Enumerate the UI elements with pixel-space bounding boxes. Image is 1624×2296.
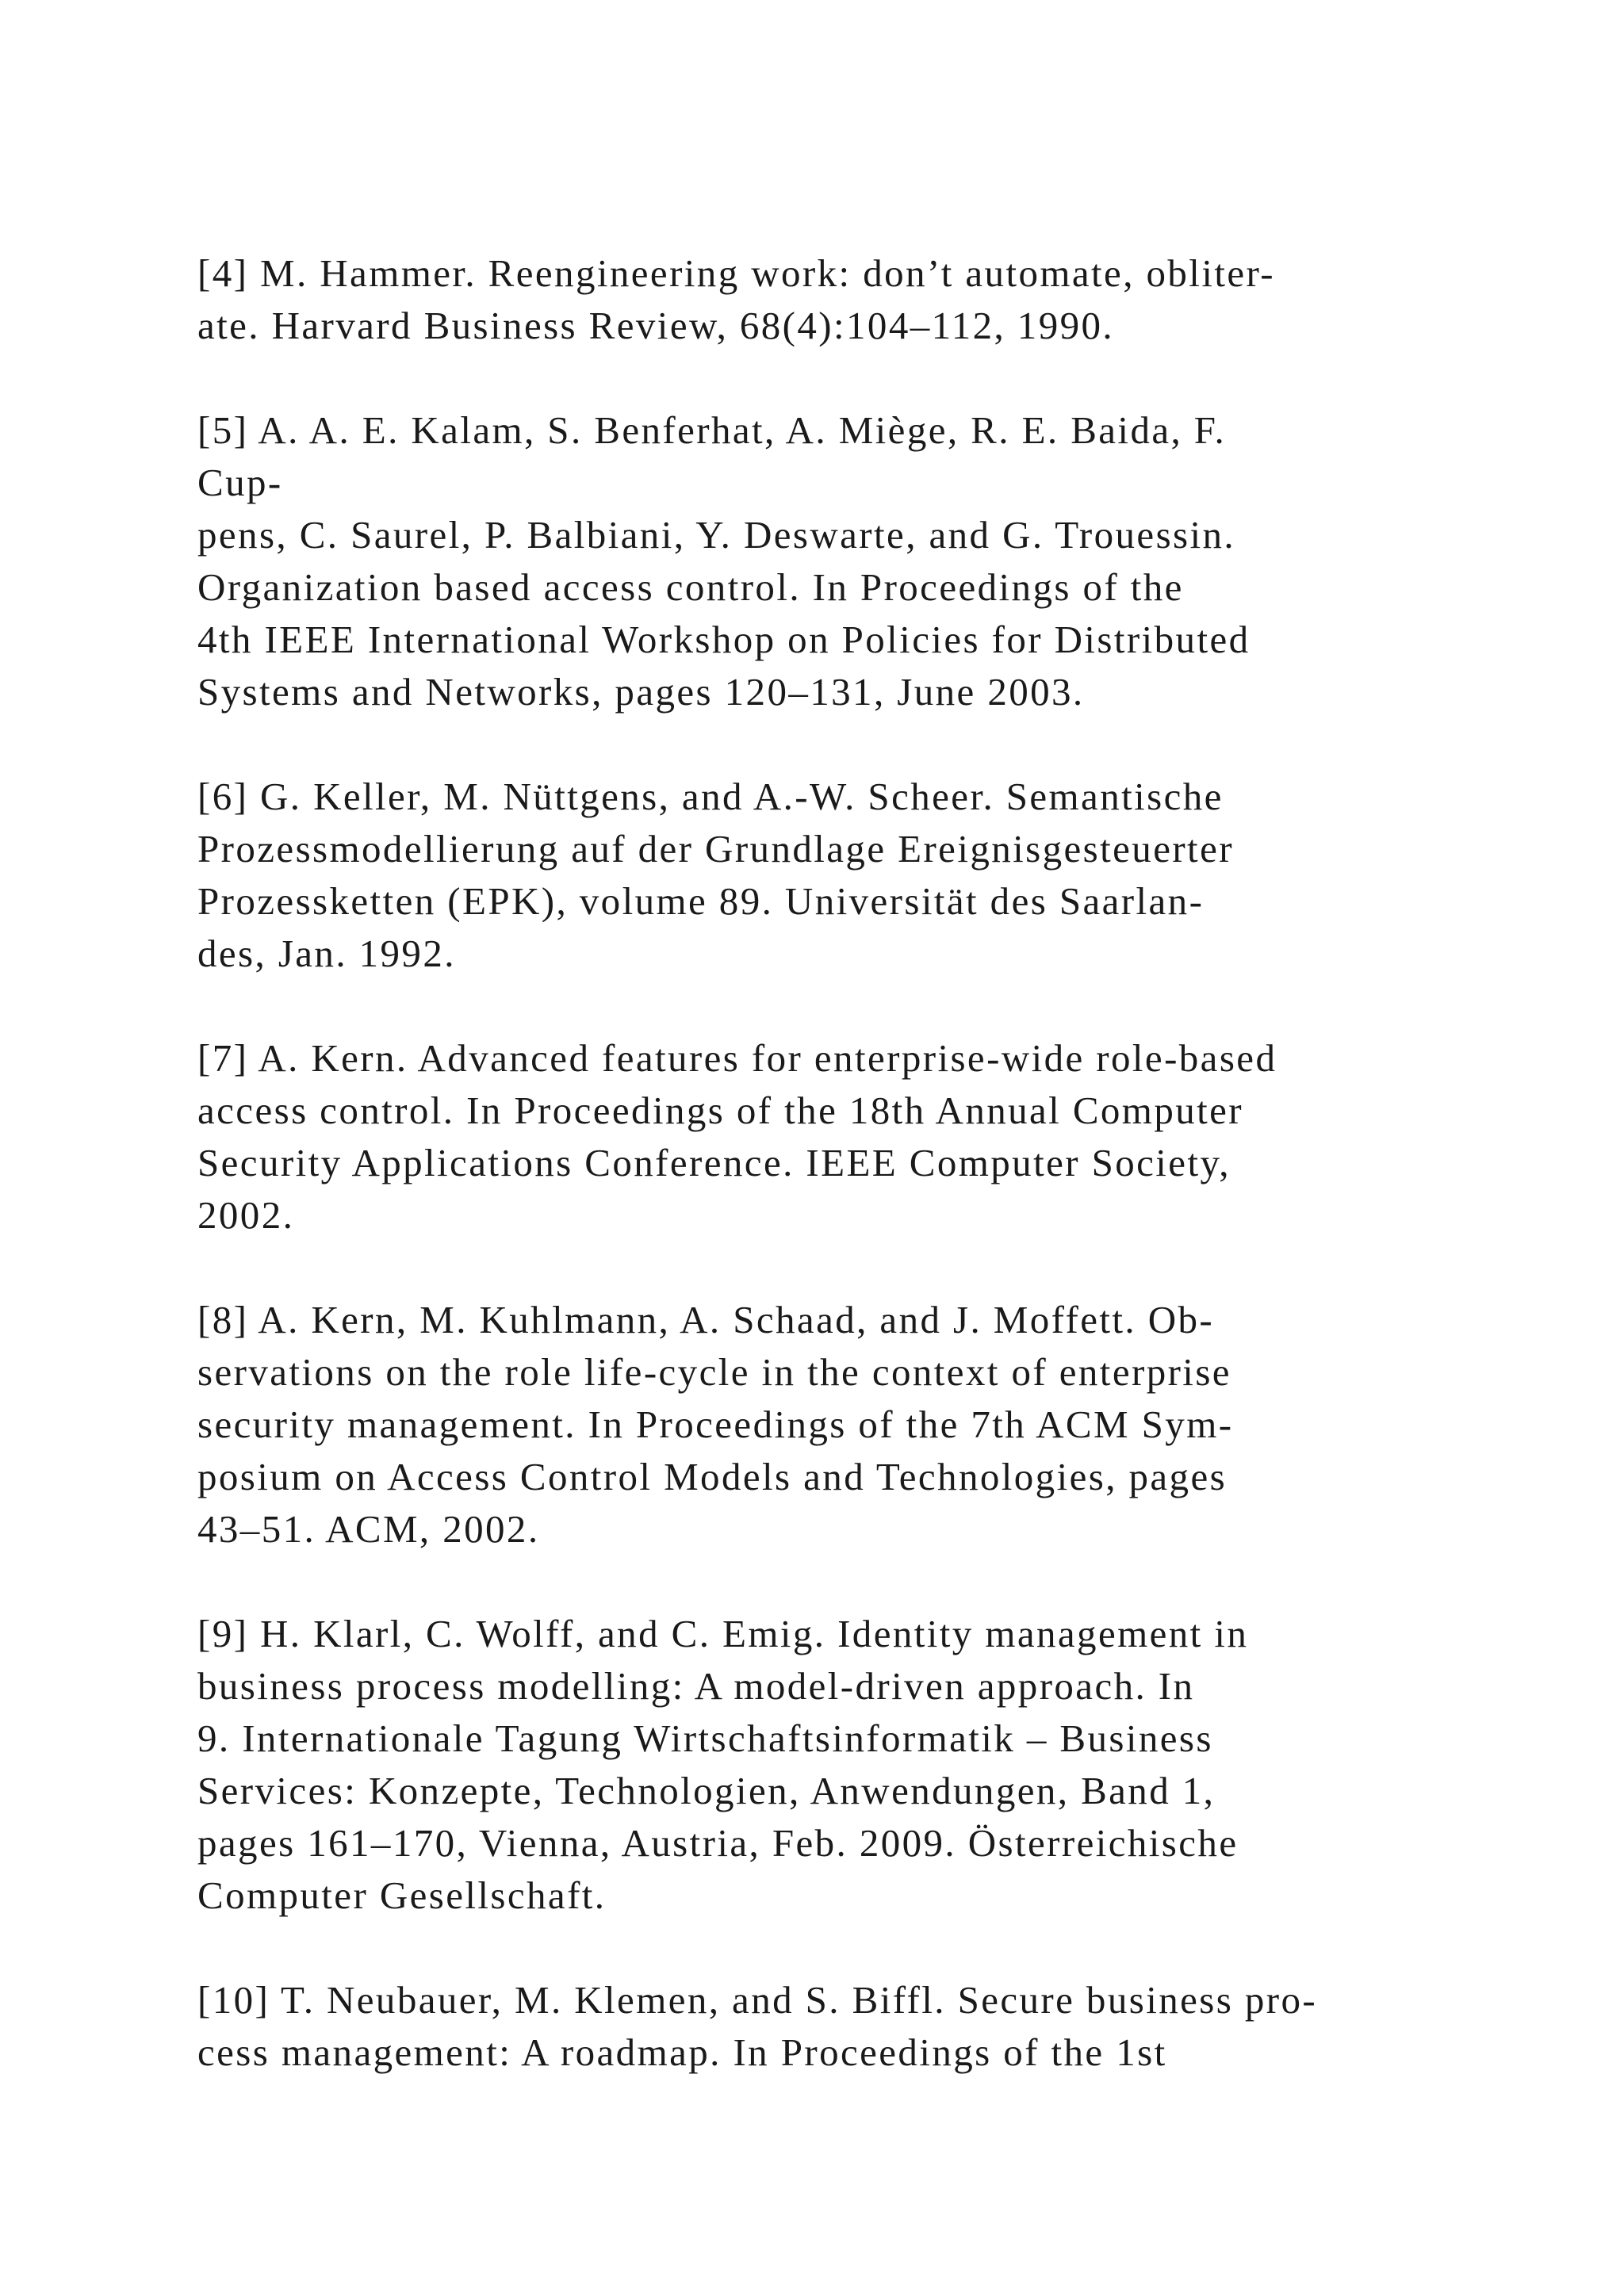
reference-line: pages 161–170, Vienna, Austria, Feb. 2009. Österreichische [197,1821,1239,1865]
reference-line: cess management: A roadmap. In Proceedings of the 1st [197,2030,1167,2074]
reference-line: security management. In Proceedings of the 7th ACM Sym- [197,1402,1234,1446]
reference-line: [4] M. Hammer. Reengineering work: don’t automate, obliter- [197,251,1275,295]
reference-line: access control. In Proceedings of the 18th Annual Computer [197,1089,1244,1132]
reference-line: [9] H. Klarl, C. Wolff, and C. Emig. Identity management in [197,1612,1249,1655]
reference-line: 43–51. ACM, 2002. [197,1507,540,1551]
reference-line: Cup- [197,461,283,504]
reference-line: posium on Access Control Models and Technologies, pages [197,1455,1228,1498]
reference-line: ate. Harvard Business Review, 68(4):104–112, 1990. [197,304,1115,347]
reference-line: pens, C. Saurel, P. Balbiani, Y. Deswarte, and G. Trouessin. [197,513,1236,557]
reference-line: Organization based access control. In Proceedings of the [197,565,1184,609]
reference-line: [6] G. Keller, M. Nüttgens, and A.-W. Scheer. Semantische [197,775,1224,818]
reference-item [197,1608,1466,1922]
reference-line: Prozessmodellierung auf der Grundlage Ereignisgesteuerter [197,827,1234,871]
reference-item [197,1032,1466,1242]
reference-line: Prozessketten (EPK), volume 89. Universität des Saarlan- [197,879,1205,923]
reference-item [197,1974,1466,2079]
reference-line: 2002. [197,1193,295,1237]
reference-line: Security Applications Conference. IEEE Computer Society, [197,1141,1231,1184]
reference-line: servations on the role life-cycle in the context of enterprise [197,1350,1231,1394]
reference-item [197,404,1466,718]
reference-item [197,1294,1466,1556]
reference-line: 4th IEEE International Workshop on Policies for Distributed [197,618,1251,661]
reference-line: Computer Gesellschaft. [197,1873,607,1917]
reference-line: Systems and Networks, pages 120–131, June 2003. [197,670,1085,714]
reference-line: [5] A. A. E. Kalam, S. Benferhat, A. Miège, R. E. Baida, F. [197,408,1227,452]
reference-item [197,771,1466,980]
reference-list [197,247,1466,2131]
reference-line: business process modelling: A model-driven approach. In [197,1664,1195,1708]
reference-line: 9. Internationale Tagung Wirtschaftsinformatik – Business [197,1716,1213,1760]
reference-line: Services: Konzepte, Technologien, Anwendungen, Band 1, [197,1769,1216,1812]
reference-line: [7] A. Kern. Advanced features for enterprise-wide role-based [197,1036,1277,1080]
reference-line: [8] A. Kern, M. Kuhlmann, A. Schaad, and J. Moffett. Ob- [197,1298,1215,1341]
reference-item [197,247,1466,352]
reference-line: des, Jan. 1992. [197,932,456,975]
reference-line: [10] T. Neubauer, M. Klemen, and S. Biffl. Secure business pro- [197,1978,1318,2022]
